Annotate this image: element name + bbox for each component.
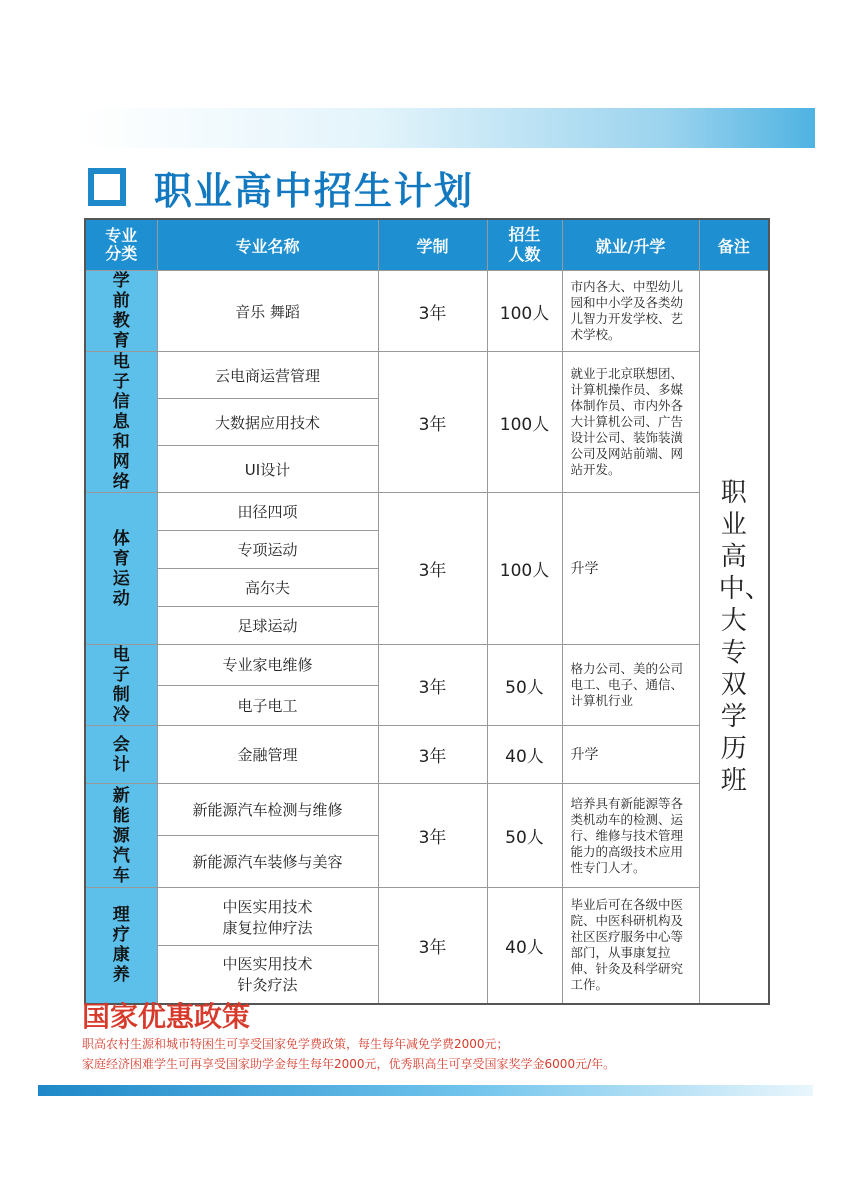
- title-row: [88, 162, 474, 212]
- enrollment-plan-table: [84, 218, 770, 1005]
- note-text: 职业高中、大专双学历班: [718, 477, 771, 796]
- category-cell: [85, 271, 157, 352]
- policy-title: 国家优惠政策: [82, 1000, 251, 1033]
- major-name: 专项运动: [157, 531, 378, 569]
- major-name: 中医实用技术 针灸疗法: [157, 946, 378, 1004]
- category-cell: [85, 645, 157, 726]
- career-cell: 毕业后可在各级中医院、中医科研机构及社区医疗服务中心等部门，从事康复拉伸、针灸及科学研究工作。: [562, 888, 699, 1004]
- table-row: [85, 784, 769, 836]
- header-category: 专业分类: [85, 219, 157, 271]
- major-name: 大数据应用技术: [157, 399, 378, 446]
- note-cell: [699, 271, 769, 1004]
- major-name: 足球运动: [157, 607, 378, 645]
- major-name: 新能源汽车装修与美容: [157, 836, 378, 888]
- years-cell: 3年: [378, 271, 487, 352]
- category-label: 理疗康养: [112, 905, 130, 986]
- category-label: 体育运动: [112, 528, 130, 609]
- career-cell: 升学: [562, 493, 699, 645]
- category-cell: [85, 726, 157, 784]
- category-cell: [85, 888, 157, 1004]
- major-name: 田径四项: [157, 493, 378, 531]
- table-row: [85, 271, 769, 352]
- policy-line-1: 职高农村生源和城市特困生可享受国家免学费政策，每生每年减免学费2000元；: [82, 1037, 509, 1051]
- header-enroll: 招生人数: [487, 219, 562, 271]
- enroll-cell: 50人: [487, 784, 562, 888]
- major-name: 高尔夫: [157, 569, 378, 607]
- major-name: 新能源汽车检测与维修: [157, 784, 378, 836]
- square-icon: [88, 168, 126, 206]
- page-title: 职业高中招生计划: [154, 168, 475, 213]
- career-cell: 培养具有新能源等各类机动车的检测、运行、维修与技术管理能力的高级技术应用性专门人才。: [562, 784, 699, 888]
- major-name: 音乐 舞蹈: [157, 271, 378, 352]
- category-cell: [85, 784, 157, 888]
- major-name: 金融管理: [157, 726, 378, 784]
- header-major: 专业名称: [157, 219, 378, 271]
- policy-line-2: 家庭经济困难学生可再享受国家助学金每生每年2000元，优秀职高生可享受国家奖学金6000元/年。: [82, 1057, 616, 1071]
- career-cell: 就业于北京联想团、计算机操作员、多媒体制作员、市内外各大计算机公司、广告设计公司、装饰装潢公司及网站前端、网站开发。: [562, 352, 699, 493]
- major-name: 电子电工: [157, 685, 378, 726]
- header-note: 备注: [699, 219, 769, 271]
- major-name: UI设计: [157, 446, 378, 493]
- years-cell: 3年: [378, 888, 487, 1004]
- enroll-cell: 100人: [487, 493, 562, 645]
- table-row: [85, 645, 769, 686]
- category-cell: [85, 493, 157, 645]
- header-banner: [80, 108, 815, 148]
- header-career: 就业/升学: [562, 219, 699, 271]
- category-label: 会计: [112, 734, 130, 775]
- years-cell: 3年: [378, 784, 487, 888]
- category-label: 新能源汽车: [112, 785, 130, 886]
- enroll-cell: 50人: [487, 645, 562, 726]
- years-cell: 3年: [378, 493, 487, 645]
- years-cell: 3年: [378, 352, 487, 493]
- table-row: [85, 352, 769, 399]
- table-row: [85, 888, 769, 946]
- category-label: 学前教育: [112, 271, 130, 351]
- major-name: 专业家电维修: [157, 645, 378, 686]
- enroll-cell: 100人: [487, 352, 562, 493]
- category-label: 电子制冷: [112, 645, 130, 725]
- career-cell: 升学: [562, 726, 699, 784]
- footer-bar: [38, 1085, 813, 1096]
- table-header-row: [85, 219, 769, 271]
- career-cell: 格力公司、美的公司电工、电子、通信、计算机行业: [562, 645, 699, 726]
- table-row: [85, 726, 769, 784]
- major-name: 云电商运营管理: [157, 352, 378, 399]
- enroll-cell: 100人: [487, 271, 562, 352]
- enroll-cell: 40人: [487, 888, 562, 1004]
- years-cell: 3年: [378, 726, 487, 784]
- years-cell: 3年: [378, 645, 487, 726]
- career-cell: 市内各大、中型幼儿园和中小学及各类幼儿智力开发学校、艺术学校。: [562, 271, 699, 352]
- table-row: [85, 493, 769, 531]
- major-name: 中医实用技术 康复拉伸疗法: [157, 888, 378, 946]
- enroll-cell: 40人: [487, 726, 562, 784]
- category-label: 电子信息和网络: [112, 352, 130, 492]
- category-cell: [85, 352, 157, 493]
- header-years: 学制: [378, 219, 487, 271]
